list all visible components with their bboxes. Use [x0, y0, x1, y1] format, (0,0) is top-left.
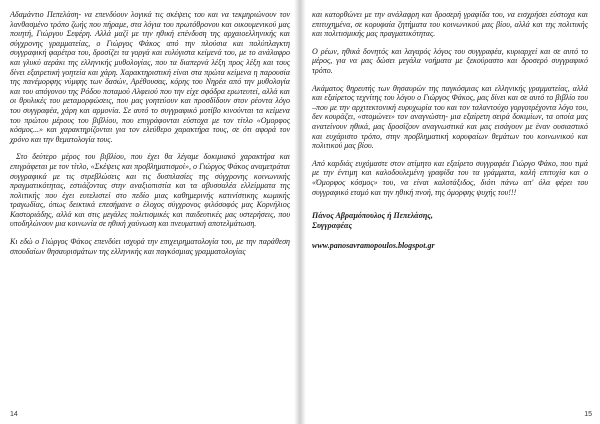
website-link[interactable]: www.panosavramopoulos.blogspot.gr — [312, 241, 435, 251]
paragraph: και κατορθώνει με την ανάλαφρη και δροσερή γραφίδα του, να εισχρήσει εύστοχα και επιτυχημένα, σε κορυφαία ζητήματα του κοινωνικού μας βίου, αλλά και της πολιτικής και πολιτισμικής μας πραγματικότητας. — [312, 10, 588, 39]
page-number: 14 — [10, 411, 18, 418]
paragraph: Στο δεύτερο μέρος του βιβλίου, που έχει θα λέγαμε δοκιμιακό χαρακτήρα και επιγράφεται με τον τίτλο, «Σκέψεις και προβληματισμοί», ο Γιώργος Φάκος αναμετράται συγγραφικά με τις στρεβλώσεις και τις δυσπλασίες της σύγχρονης κοινωνικής πραγματικότητας, εστιάζοντας στην αναξιοπιστία και τα αβυσσαλέα ελλείμματα της πολιτικής που έχει ευτελιστεί στο πεδίο μιας καθημερινής κατινίστικης κωμικής τραγωδίας, όπως δεικτικά επεσήμανε ο έλοχος σύγχρονος φιλόσοφός μας Κορνήλιος Καστοριάδης, αλλά και στις μεγάλες πολιτισμικές και παιδευτικές μας υστερήσεις, που υποδηλώνουν μια κοινωνία σε ηθική χαύνωση και πνευματική αποτελμάτωση. — [10, 152, 290, 229]
paragraph: Από καρδιάς ευχόμαστε στον ατίμητο και εξαίρετο συγγραφέα Γιώργο Φάκο, που τιμά με την έντιμη και καλοδουλεμένη γραφίδα του τα γράμματα, καλή επιτυχία και ο «Όμορφος κόσμος» του, να είναι καλοτάξιδος, διότι πάνω απ' όλα φέρει του συγγραφικό εταμό και την ηθική πνοή, της όμορφης ψυχής του!!! — [312, 158, 588, 197]
right-page — [300, 0, 600, 424]
signature-name: Πάνος Αβραμόπουλος ή Πεπελάσης, — [312, 211, 433, 221]
right-page-body — [312, 10, 588, 197]
paragraph: Ο ρέων, ηθικά δονητός και λαγαρός λόγος του συγγραφέα, κυριαρχεί και σε αυτό το μέρος, για να μας δώσει μεγάλα νοήματα με ξεκούραστο και δροσερό συγγραφικό τρόπο. — [312, 46, 588, 75]
paragraph: Αδαμάντιο Πεπελάση- να επενδύουν λογικά τις σκέψεις του και να τεκμηριώνουν τον λανθασμένο τρόπο ζωής που πήραμε, στα λόγια του πρωτόθρονου και οικουμενικού μας ποιητή, Γιώργου Σεφέρη. Αλλά μαζί με την ηθική επένδυση της αρχαιοελληνικής και σύγχρονης γραμματείας, ο Γιώργος Φάκος από την πλούσια και πολύπλαγκτη συγγραφική φαρέτρα του, δροσίζει τα γοργά και ευλύγιστα κείμενά του, με το ανάλαφρο και γλυκύ αεράκι της ελληνικής μυθολογίας, που τα διαπερνά λέξη προς λέξη και τους δίνει εξαιρετική γοητεία και χάρη. Χαρακτηριστική είναι στα πρώτα κείμενα η παρουσία της πανέμορφης νύμφης των δασών, Αρέθουσας, κόρης του Νηρέα από την μυθολογία και του απόγονου της Ρόδου ποταμού Αλφειού που την είχε σφόδρα ερωτευτεί, αλλά και οι θρυλικές του μεταμορφώσεις, που μας γοητεύουν και προσδίδουν στον ρέοντα λόγο του συγγραφέα, χάρη και αρμονία. Σε αυτό το συγγραφικό μοτίβο κινούνται τα κείμενα του πρώτου μέρους του βιβλίου, που επιγράφονται εύστοχα με τον τίτλο «Ομορφος κόσμος...» και χαρακτηρίζονται για τον ελεύθερο χαρακτήρα τους, σε ότι αφορά τον χρόνο και την θεματολογία τους. — [10, 10, 290, 144]
signature-title: Συγγραφέας — [312, 221, 353, 231]
paragraph: Κι εδώ ο Γιώργος Φάκος επενδύει ισχυρά την επιχειρηματολογία του, με την παράθεση σπουδαίων θησαυρισμάτων της ελληνικής και παγκόσμιας γραμματολογίας — [10, 237, 290, 256]
gutter-shadow — [300, 0, 306, 424]
paragraph: Ακάματος θηρευτής των θησαυρών της παγκόσμιας και ελληνικής γραμματείας, αλλά και εξαίρετος τεχνίτης του λόγου ο Γιώργος Φάκος, μας δίνει και σε αυτό το βιβλίο του –που με την αρχιτεκτονική ευρυχωρία του και τον ταλαντούχο γοργοτρέχοντα λόγο του, δεν κουράζει, «στομώνει» τον αναγνώστη- μια εξαίρετη σειρά δοκιμίων, τα οποία μας ανατείνουν ηθικά, μας δροσίζουν αναγνωστικά και μας εισάγουν με έναν ουσιαστικό και ευχάριστο τρόπο, στην προβληματική κορυφαίων θεμάτων του κοινωνικού και πολιτικού μας βίου. — [312, 83, 588, 151]
page-number: 15 — [584, 411, 592, 418]
author-signature — [312, 211, 588, 231]
left-page-body — [10, 10, 290, 256]
